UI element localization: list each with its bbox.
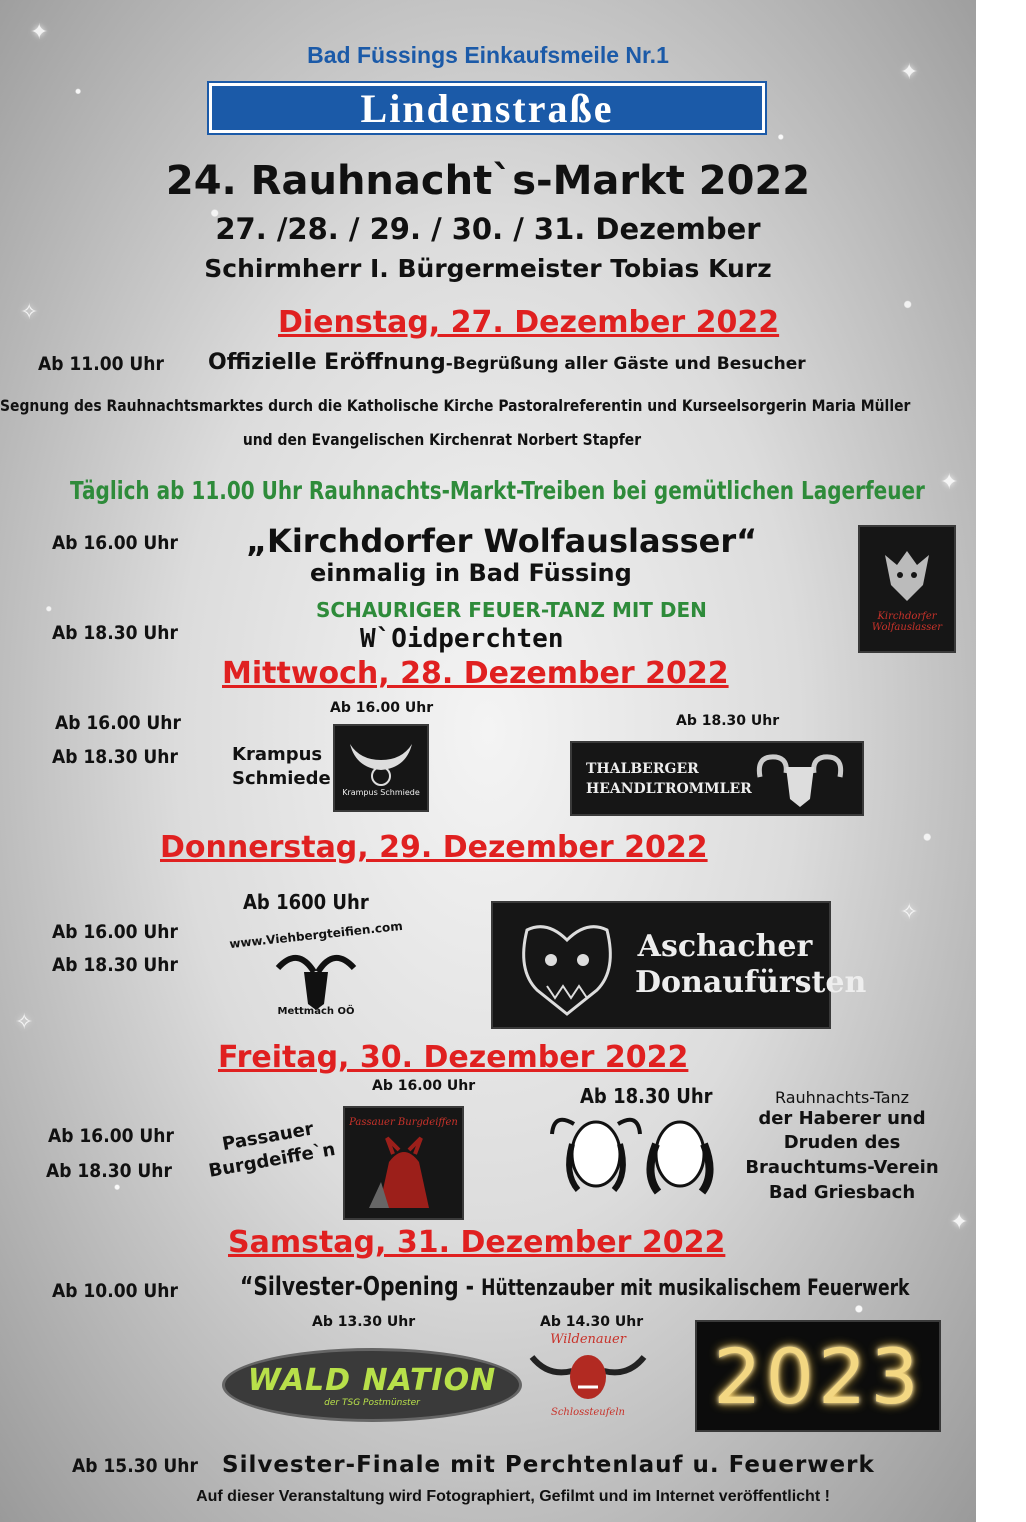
krampus-schmiede-logo: [333, 724, 429, 812]
day-heading-tuesday: Dienstag, 27. Dezember 2022: [278, 305, 780, 340]
day-heading-friday: Freitag, 30. Dezember 2022: [218, 1040, 689, 1075]
time-label: Ab 11.00 Uhr: [38, 353, 164, 375]
logo-caption: Kirchdorfer Wolfauslasser: [871, 611, 943, 633]
ram-skull-icon: [752, 747, 848, 811]
sparkle-icon: ✦: [30, 20, 49, 45]
act-name: „Kirchdorfer Wolfauslasser“: [246, 522, 758, 560]
act-line: Rauhnachts-Tanz: [774, 1088, 910, 1107]
logo-time-label: Ab 1600 Uhr: [243, 890, 369, 914]
masks-icon: [548, 1114, 726, 1192]
opening-rest-text: Hüttenzauber mit musikalischem Feuerwerk: [481, 1276, 910, 1301]
time-label: Ab 16.00 Uhr: [48, 1125, 174, 1147]
beast-head-icon: [507, 910, 627, 1020]
devil-icon: [359, 1132, 449, 1210]
viehbergteifien-logo: [218, 918, 414, 1032]
brand-subtitle: Bad Füssings Einkaufsmeile Nr.1: [307, 42, 669, 68]
time-label: Ab 16.00 Uhr: [52, 532, 178, 554]
logo-time-label: Ab 13.30 Uhr: [312, 1314, 416, 1330]
logo-time-label: Ab 18.30 Uhr: [676, 713, 780, 729]
street-name: Lindenstraße: [360, 85, 614, 131]
act-description: [728, 1088, 956, 1205]
street-sign-logo: [209, 83, 765, 133]
devil-mask-icon: [528, 1347, 648, 1403]
time-label: Ab 10.00 Uhr: [52, 1280, 178, 1302]
opening-rest-text: -Begrüßung aller Gäste und Besucher: [445, 354, 806, 374]
time-label: Ab 18.30 Uhr: [46, 1160, 172, 1182]
logo-caption: THALBERGER HEANDLTROMMLER: [586, 760, 752, 797]
sparkle-icon: ✦: [900, 60, 919, 85]
daily-notice: Täglich ab 11.00 Uhr Rauhnachts-Markt-Treiben bei gemütlichen Lagerfeuer: [70, 476, 925, 505]
logo-caption: WALD NATION: [247, 1362, 497, 1398]
wald-nation-logo: [222, 1348, 522, 1422]
fireworks-2023-image: [695, 1320, 941, 1432]
page-title: 24. Rauhnacht`s-Markt 2022: [165, 158, 811, 204]
sparkle-icon: ✦: [940, 470, 959, 495]
logo-time-label: Ab 16.00 Uhr: [372, 1078, 476, 1094]
masks-image: [548, 1114, 726, 1192]
wolf-icon: [875, 545, 939, 605]
logo-time-label: Ab 14.30 Uhr: [540, 1314, 644, 1330]
event-dates: 27. /28. / 29. / 30. / 31. Dezember: [215, 212, 761, 246]
logo-place: Mettmach OÖ: [277, 1006, 355, 1017]
silvester-opening: [240, 1272, 909, 1302]
day-heading-thursday: Donnerstag, 29. Dezember 2022: [160, 830, 708, 865]
act-line: Druden des: [783, 1132, 901, 1153]
logo-subcaption: der TSG Postmünster: [324, 1397, 420, 1408]
time-label: Ab 16.00 Uhr: [52, 921, 178, 943]
logo-caption: Wildenauer: [550, 1332, 626, 1347]
time-label: Ab 16.00 Uhr: [55, 712, 181, 734]
logo-caption: Aschacher Donaufürsten: [635, 929, 867, 1000]
passauer-burgdeiffen-logo: [343, 1106, 464, 1220]
act-name: Krampus Schmiede: [232, 744, 331, 789]
act-intro: SCHAURIGER FEUER-TANZ MIT DEN: [316, 598, 707, 622]
sparkle-icon: ✧: [900, 900, 919, 925]
act-line: Brauchtums-Verein: [745, 1157, 939, 1178]
logo-url: www.Viehbergteifien.com: [228, 918, 404, 952]
sparkle-icon: ✧: [20, 300, 39, 325]
sparkle-icon: ✦: [950, 1210, 969, 1235]
time-label: Ab 18.30 Uhr: [52, 622, 178, 644]
year-sparkler-text: 2023: [713, 1331, 923, 1421]
logo-time-label: Ab 18.30 Uhr: [580, 1084, 713, 1108]
aschacher-logo: [491, 901, 867, 1029]
footer-notice: Auf dieser Veranstaltung wird Fotographiert, Gefilmt und im Internet veröffentlicht !: [196, 1488, 830, 1505]
patron-line: Schirmherr I. Bürgermeister Tobias Kurz: [204, 254, 772, 283]
logo-caption: Schlossteufeln: [550, 1407, 625, 1418]
blessing-line-2: und den Evangelischen Kirchenrat Norbert Stapfer: [242, 430, 642, 449]
blessing-line-1: Segnung des Rauhnachtsmarktes durch die Katholische Kirche Pastoralreferentin und Kurseelsorgerin Maria Müller: [0, 396, 911, 415]
silvester-finale: Silvester-Finale mit Perchtenlauf u. Feuerwerk: [222, 1452, 875, 1478]
logo-caption: Passauer Burgdeiffen: [349, 1116, 458, 1128]
day-heading-wednesday: Mittwoch, 28. Dezember 2022: [222, 656, 729, 691]
horns-icon: [346, 740, 416, 788]
wolfauslasser-logo: [858, 525, 956, 653]
act-line: Bad Griesbach: [768, 1182, 916, 1203]
thalberger-logo: [570, 741, 864, 816]
opening-main-text: “Silvester-Opening -: [240, 1272, 475, 1302]
opening-title: [208, 350, 806, 375]
act-subtitle: einmalig in Bad Füssing: [310, 559, 632, 587]
wildenauer-logo: [516, 1332, 660, 1424]
act-name: Passauer Burgdeiffe`n: [207, 1118, 337, 1182]
day-heading-saturday: Samstag, 31. Dezember 2022: [228, 1225, 726, 1260]
opening-main-text: Offizielle Eröffnung: [208, 350, 446, 375]
act-line: der Haberer und: [758, 1108, 926, 1129]
logo-time-label: Ab 16.00 Uhr: [330, 700, 434, 716]
act-name: W`Oidperchten: [360, 624, 564, 654]
time-label: Ab 18.30 Uhr: [52, 746, 178, 768]
goat-head-icon: [268, 948, 364, 1012]
time-label: Ab 18.30 Uhr: [52, 954, 178, 976]
logo-caption: Krampus Schmiede: [342, 787, 420, 797]
time-label: Ab 15.30 Uhr: [72, 1455, 198, 1477]
sparkle-icon: ✧: [15, 1010, 34, 1035]
